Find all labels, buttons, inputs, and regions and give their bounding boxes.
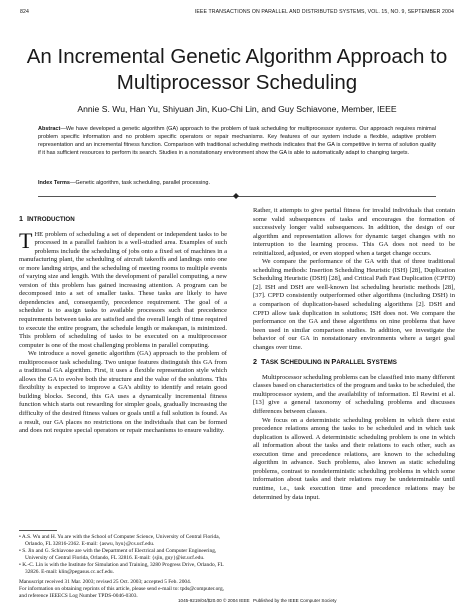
section-2-heading: 2 TASK SCHEDULING IN PARALLEL SYSTEMS [253,357,397,367]
left-column [19,215,227,436]
title-line-2: Multiprocessor Scheduling [116,71,358,94]
footer-publisher: Published by the IEEE Computer Society [253,598,337,603]
manuscript-dates: Manuscript received 31 Mar. 2003; revised 25 Oct. 2003; accepted 5 Feb. 2004. [19,579,192,585]
title-line-1: An Incremental Genetic Algorithm Approach to [26,45,448,68]
reprints-note: For information on obtaining reprints of this article, please send e-mail to: tpds@computer.org, and reference IEEECS Log Number TPDS-0046-0303. [19,586,225,599]
footnotes [19,534,227,600]
section-2-paragraph-2: We focus on a deterministic scheduling problem in which there exist precedence relations among the tasks to be scheduled and in which task duplication is allowed. A deterministic scheduling problem is one in which all information about the tasks and their relations to each other, such as execution time and precedence relations, are known to the scheduling algorithm in advance. Such problems, also known as static scheduling problems, contrast to nondeterministic scheduling problems in which some information about tasks and their relations may be undeterminable until runtime, i.e., task execution time and precedence relations may be determined by data input. [253,416,455,501]
section-1-heading: 1 INTRODUCTION [19,214,75,223]
section-1-paragraph-2: We introduce a novel genetic algorithm (GA) approach to the problem of multiprocessor task scheduling. Two unique features distinguish this GA from a traditional GA algorithm. First, it uses a flexible representation style which allows the GA to evolve both the structure and the value of the solutions. This flexibility is expected to improve a GA's ability to identify and retain good building blocks. Second, this GA uses a dynamically incremental fitness function which starts out rewarding for simpler goals, gradually increasing the difficulty of the desired fitness values or goals until a full solution is found. As a result, our GA places no restrictions on the individuals that can be formed and does not require special operators or repair mechanisms to ensure validity. [19,350,227,435]
page-number: 824 [20,9,29,15]
paper-title [0,44,474,96]
authors: Annie S. Wu, Han Yu, Shiyuan Jin, Kuo-Chi Lin, and Guy Schiavone, Member, IEEE [77,104,397,114]
index-terms-text: —Genetic algorithm, task scheduling, parallel processing. [70,180,211,186]
section-divider [38,193,436,199]
right-column [253,207,455,502]
footnote-affiliation: • A.S. Wu and H. Yu are with the School of Computer Science, University of Central Florida, Orlando, FL 32816-2362. E-mail: {aswu, hyu}@cs.ucf.edu. [19,534,220,547]
diamond-ornament-icon [233,193,239,199]
drop-cap: T [19,227,33,253]
section-1-paragraph-3: Rather, it attempts to give partial fitness for invalid individuals that contain some valid subsequences of tasks and encourages the formation of successively longer valid subsequences. In addition, the design of our algorithm and representation allows for dynamic target changes with no interruption to the learning process. This GA does not need to be reinitialized, adjusted, or even stopped when a target change occurs. [253,207,455,257]
index-terms [38,180,436,188]
footnote-affiliation: • S. Jin and G. Schiavone are with the Department of Electrical and Computer Engineering, University of Central Florida, Orlando, FL 32816. E-mail: {sjin, guy}@ist.ucf.edu. [19,548,217,561]
section-1-paragraph-1: THE problem of scheduling a set of dependent or independent tasks to be processed in a parallel fashion is a well-studied area. Examples of such problems include the scheduling of jobs onto a fixed set of machines in a manufacturing plant, the scheduling of aircraft takeoffs and landings onto one or more landing strips, and the scheduling of meeting rooms to multiple events of varying size and length. With the development of parallel computing, a new version of this problem has gained increasing attention. A program can be decomposed into a set of smaller tasks. These tasks are likely to have dependencies and, consequently, precedence requirement. The goal of a scheduler is to assign tasks to available processors such that precedence requirements between tasks are satisfied and the overall length of time required to execute the entire program, the schedule length or makespan, is minimized. This problem of scheduling of tasks to be executed on a multiprocessor computer is one of the most challenging problems in parallel computing. [19,227,227,349]
journal-name: IEEE TRANSACTIONS ON PARALLEL AND DISTRIBUTED SYSTEMS, VOL. 15, NO. 9, SEPTEMBER 2004 [194,9,454,15]
abstract [38,126,436,158]
footnote-rule [19,530,57,531]
page-footer [0,598,474,606]
abstract-text: —We have developed a genetic algorithm (GA) approach to the problem of task scheduling for multiprocessor systems. Our approach requires minimal problem specific information and no problem specific operators or repair mechanisms. Key features of our system include a flexible, adaptive problem representation and an incremental fitness function. Comparison with traditional scheduling methods indicates that the GA is competitive in terms of solution quality if it has sufficient resources to perform its search. Studies in a nonstationary environment show the GA is able to automatically adapt to changing targets. [38,126,436,156]
footnote-affiliation: • K.-C. Lin is with the Institute for Simulation and Training, 3280 Progress Drive, Orlando, FL 32826. E-mail: klin@pegasus.cc.ucf.edu. [19,562,224,575]
section-1-paragraph-4: We compare the performance of the GA with that of three traditional scheduling methods: Insertion Scheduling Heuristic (ISH) [28], Duplication Scheduling Heuristic (DSH) [28], and Critical Path Fast Duplication (CPFD) [2]. ISH and DSH are well-known list scheduling heuristic methods [28], [37]. CPFD consistently outperformed other algorithms (including DSH) in a comparison of duplication-based scheduling algorithms [2]. DSH and CPFD allow task duplication in solutions; ISH does not. We compare the performance on the GA and these algorithms on nine problems that have been used in similar comparison studies. In addition, we investigate the behavior of our GA in nonstationary environments where a target goal changes over time. [253,258,455,351]
section-2-paragraph-1: Multiprocessor scheduling problems can be classified into many different classes based on characteristics of the program and tasks to be scheduled, the multiprocessor system, and the availability of information. El Rewini et al. [13] give a general taxonomy of scheduling problems and discusses differences between classes. [253,373,455,416]
footer-copyright: 1045-9219/04/$20.00 © 2004 IEEE [178,598,250,603]
abstract-label: Abstract [38,126,61,132]
running-header [20,9,454,18]
index-terms-label: Index Terms [38,180,70,186]
